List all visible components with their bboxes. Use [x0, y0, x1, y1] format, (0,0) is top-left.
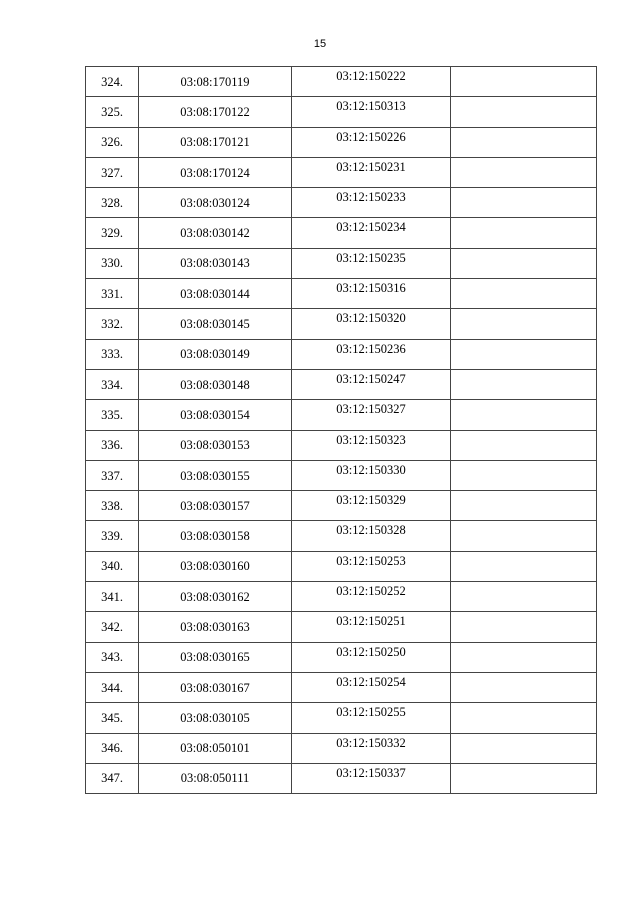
empty-cell	[451, 430, 597, 460]
table-body	[86, 67, 597, 794]
table-row	[86, 279, 597, 309]
new-code-cell: 03:12:150234	[292, 218, 451, 248]
table-row	[86, 157, 597, 187]
table-row	[86, 642, 597, 672]
old-code-cell: 03:08:030165	[139, 642, 292, 672]
old-code-cell: 03:08:030154	[139, 400, 292, 430]
old-code-cell: 03:08:030167	[139, 672, 292, 702]
row-number-cell: 342.	[86, 612, 139, 642]
old-code-cell: 03:08:030144	[139, 279, 292, 309]
old-code-cell: 03:08:030157	[139, 491, 292, 521]
row-number-cell: 343.	[86, 642, 139, 672]
table-row	[86, 703, 597, 733]
empty-cell	[451, 642, 597, 672]
table-row	[86, 672, 597, 702]
old-code-cell: 03:08:030163	[139, 612, 292, 642]
old-code-cell: 03:08:030142	[139, 218, 292, 248]
table-row	[86, 733, 597, 763]
empty-cell	[451, 279, 597, 309]
old-code-cell: 03:08:170122	[139, 97, 292, 127]
empty-cell	[451, 127, 597, 157]
new-code-cell: 03:12:150251	[292, 612, 451, 642]
empty-cell	[451, 521, 597, 551]
table-row	[86, 339, 597, 369]
old-code-cell: 03:08:050111	[139, 763, 292, 793]
old-code-cell: 03:08:030149	[139, 339, 292, 369]
empty-cell	[451, 491, 597, 521]
old-code-cell: 03:08:030143	[139, 248, 292, 278]
table-row	[86, 763, 597, 793]
new-code-cell: 03:12:150329	[292, 491, 451, 521]
row-number-cell: 344.	[86, 672, 139, 702]
table-row	[86, 97, 597, 127]
new-code-cell: 03:12:150252	[292, 582, 451, 612]
new-code-cell: 03:12:150330	[292, 460, 451, 490]
empty-cell	[451, 672, 597, 702]
old-code-cell: 03:08:030162	[139, 582, 292, 612]
old-code-cell: 03:08:050101	[139, 733, 292, 763]
new-code-cell: 03:12:150337	[292, 763, 451, 793]
empty-cell	[451, 400, 597, 430]
empty-cell	[451, 703, 597, 733]
new-code-cell: 03:12:150247	[292, 369, 451, 399]
empty-cell	[451, 309, 597, 339]
row-number-cell: 346.	[86, 733, 139, 763]
table-row	[86, 369, 597, 399]
empty-cell	[451, 460, 597, 490]
empty-cell	[451, 612, 597, 642]
empty-cell	[451, 582, 597, 612]
table-row	[86, 400, 597, 430]
new-code-cell: 03:12:150323	[292, 430, 451, 460]
table-row	[86, 521, 597, 551]
new-code-cell: 03:12:150328	[292, 521, 451, 551]
new-code-cell: 03:12:150327	[292, 400, 451, 430]
row-number-cell: 337.	[86, 460, 139, 490]
new-code-cell: 03:12:150332	[292, 733, 451, 763]
empty-cell	[451, 551, 597, 581]
table-row	[86, 430, 597, 460]
new-code-cell: 03:12:150316	[292, 279, 451, 309]
row-number-cell: 332.	[86, 309, 139, 339]
new-code-cell: 03:12:150313	[292, 97, 451, 127]
row-number-cell: 329.	[86, 218, 139, 248]
row-number-cell: 339.	[86, 521, 139, 551]
row-number-cell: 333.	[86, 339, 139, 369]
row-number-cell: 326.	[86, 127, 139, 157]
table-row	[86, 127, 597, 157]
row-number-cell: 340.	[86, 551, 139, 581]
old-code-cell: 03:08:030148	[139, 369, 292, 399]
table-row	[86, 67, 597, 97]
old-code-cell: 03:08:030153	[139, 430, 292, 460]
new-code-cell: 03:12:150233	[292, 188, 451, 218]
table-row	[86, 612, 597, 642]
row-number-cell: 327.	[86, 157, 139, 187]
new-code-cell: 03:12:150255	[292, 703, 451, 733]
new-code-cell: 03:12:150253	[292, 551, 451, 581]
empty-cell	[451, 188, 597, 218]
row-number-cell: 336.	[86, 430, 139, 460]
table-row	[86, 551, 597, 581]
row-number-cell: 345.	[86, 703, 139, 733]
empty-cell	[451, 67, 597, 97]
empty-cell	[451, 733, 597, 763]
empty-cell	[451, 369, 597, 399]
old-code-cell: 03:08:030158	[139, 521, 292, 551]
table-row	[86, 582, 597, 612]
row-number-cell: 330.	[86, 248, 139, 278]
old-code-cell: 03:08:030160	[139, 551, 292, 581]
empty-cell	[451, 97, 597, 127]
empty-cell	[451, 763, 597, 793]
new-code-cell: 03:12:150236	[292, 339, 451, 369]
new-code-cell: 03:12:150320	[292, 309, 451, 339]
new-code-cell: 03:12:150231	[292, 157, 451, 187]
table-row	[86, 218, 597, 248]
empty-cell	[451, 157, 597, 187]
new-code-cell: 03:12:150254	[292, 672, 451, 702]
row-number-cell: 324.	[86, 67, 139, 97]
row-number-cell: 341.	[86, 582, 139, 612]
table-row	[86, 248, 597, 278]
new-code-cell: 03:12:150226	[292, 127, 451, 157]
row-number-cell: 335.	[86, 400, 139, 430]
table-row	[86, 188, 597, 218]
empty-cell	[451, 218, 597, 248]
cadastral-code-table	[85, 66, 597, 794]
row-number-cell: 331.	[86, 279, 139, 309]
old-code-cell: 03:08:030105	[139, 703, 292, 733]
table-row	[86, 309, 597, 339]
table-row	[86, 491, 597, 521]
empty-cell	[451, 339, 597, 369]
new-code-cell: 03:12:150235	[292, 248, 451, 278]
table-row	[86, 460, 597, 490]
row-number-cell: 347.	[86, 763, 139, 793]
empty-cell	[451, 248, 597, 278]
old-code-cell: 03:08:170121	[139, 127, 292, 157]
row-number-cell: 334.	[86, 369, 139, 399]
page-number: 15	[313, 38, 327, 50]
old-code-cell: 03:08:030124	[139, 188, 292, 218]
new-code-cell: 03:12:150222	[292, 67, 451, 97]
row-number-cell: 328.	[86, 188, 139, 218]
row-number-cell: 338.	[86, 491, 139, 521]
old-code-cell: 03:08:170119	[139, 67, 292, 97]
old-code-cell: 03:08:170124	[139, 157, 292, 187]
old-code-cell: 03:08:030145	[139, 309, 292, 339]
row-number-cell: 325.	[86, 97, 139, 127]
new-code-cell: 03:12:150250	[292, 642, 451, 672]
old-code-cell: 03:08:030155	[139, 460, 292, 490]
